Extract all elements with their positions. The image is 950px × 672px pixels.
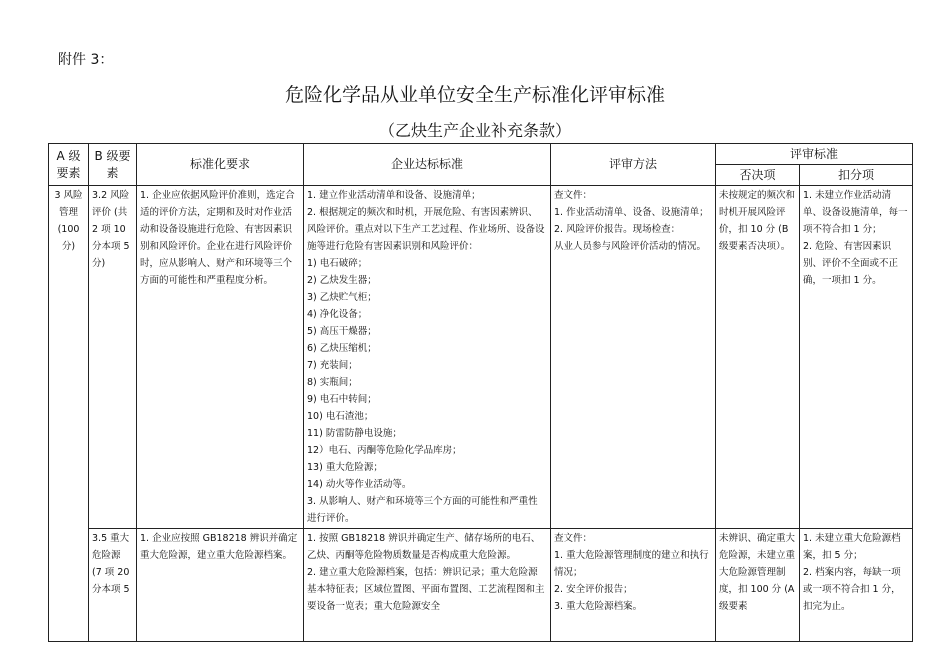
col-header-req: 标准化要求 xyxy=(137,144,304,186)
std-line: 2) 乙炔发生器； xyxy=(307,275,377,286)
header-row-1 xyxy=(49,144,913,165)
cell-deduct xyxy=(800,186,913,529)
col-header-review: 评审标准 xyxy=(716,144,913,165)
cell-veto: 未辨识、确定重大危险源，未建立重大危险源管理制度，扣 100 分 (A 级要素 xyxy=(716,529,800,642)
cell-std xyxy=(304,529,551,642)
std-line: 9) 电石中转间； xyxy=(307,394,377,405)
method-line: 从业人员参与风险评价活动的情况。 xyxy=(554,241,707,252)
evaluation-table xyxy=(48,143,913,642)
std-line: 8) 实瓶间； xyxy=(307,377,358,388)
method-line: 查文件： xyxy=(554,190,593,201)
deduct-line: 2. 危险、有害因素识别、评价不全面或不正确，一项扣 1 分。 xyxy=(803,241,899,286)
std-line: 4) 净化设备； xyxy=(307,309,368,320)
std-line: 1. 按照 GB18218 辨识并确定生产、储存场所的电石、乙炔、丙酮等危险物质数量是否构成重大危险源。 xyxy=(307,533,541,561)
std-line: 6) 乙炔压缩机； xyxy=(307,343,377,354)
std-line: 3) 乙炔贮气柜； xyxy=(307,292,377,303)
col-header-a: A 级要素 xyxy=(49,144,89,186)
method-line: 2. 安全评价报告； xyxy=(554,584,633,595)
cell-req: 1. 企业应依据风险评价准则，选定合适的评价方法，定期和及时对作业活动和设备设施进行危险、有害因素识别和风险评价。企业在进行风险评价时，应从影响人、财产和环境等三个方面的可能性和严重程度分析。 xyxy=(137,186,304,529)
cell-req: 1. 企业应按照 GB18218 辨识并确定重大危险源，建立重大危险源档案。 xyxy=(137,529,304,642)
col-header-std: 企业达标标准 xyxy=(304,144,551,186)
cell-method xyxy=(551,186,716,529)
std-line: 11) 防雷防静电设施； xyxy=(307,428,402,439)
deduct-line: 1. 未建立作业活动清单、设备设施清单，每一项不符合扣 1 分； xyxy=(803,190,908,235)
std-line: 14) 动火等作业活动等。 xyxy=(307,479,412,490)
cell-a: 3 风险管理 (100 分) xyxy=(49,186,89,642)
method-line: 2. 风险评价报告。现场检查： xyxy=(554,224,681,235)
std-line: 5) 高压干燥器； xyxy=(307,326,377,337)
method-line: 查文件： xyxy=(554,533,593,544)
table-row xyxy=(49,186,913,529)
table-row xyxy=(49,529,913,642)
cell-veto: 未按规定的频次和时机开展风险评价，扣 10 分 (B 级要素否决项）。 xyxy=(716,186,800,529)
cell-b: 3.5 重大危险源 (7 项 20 分本项 5 xyxy=(89,529,137,642)
col-header-veto: 否决项 xyxy=(716,165,800,186)
col-header-deduct: 扣分项 xyxy=(800,165,913,186)
std-line: 12）电石、丙酮等危险化学品库房； xyxy=(307,445,462,456)
deduct-line: 1. 未建立重大危险源档案，扣 5 分； xyxy=(803,533,901,561)
col-header-b: B 级要素 xyxy=(89,144,137,186)
cell-method xyxy=(551,529,716,642)
std-line: 2. 建立重大危险源档案，包括：辨识记录；重大危险源基本特征表；区域位置图、平面布置图、工艺流程图和主要设备一览表；重大危险源安全 xyxy=(307,567,545,612)
cell-b: 3.2 风险评价 (共 2 项 10 分本项 5 分) xyxy=(89,186,137,529)
deduct-line: 2. 档案内容，每缺一项或一项不符合扣 1 分，扣完为止。 xyxy=(803,567,901,612)
std-line: 7) 充装间； xyxy=(307,360,358,371)
std-line: 10) 电石渣池； xyxy=(307,411,374,422)
document-title: 危险化学品从业单位安全生产标准化评审标准 xyxy=(284,84,665,106)
method-line: 1. 重大危险源管理制度的建立和执行情况； xyxy=(554,550,709,578)
std-line: 1. 建立作业活动清单和设备、设施清单； xyxy=(307,190,481,201)
document-subtitle: （乙炔生产企业补充条款） xyxy=(378,121,571,140)
cell-deduct xyxy=(800,529,913,642)
method-line: 1. 作业活动清单、设备、设施清单； xyxy=(554,207,709,218)
std-line: 13) 重大危险源； xyxy=(307,462,383,473)
std-line: 2. 根据规定的频次和时机，开展危险、有害因素辨识、风险评价。重点对以下生产工艺过程、作业场所、设备设施等进行危险有害因素识别和风险评价： xyxy=(307,207,545,252)
std-line: 3. 从影响人、财产和环境等三个方面的可能性和严重性进行评价。 xyxy=(307,496,538,524)
method-line: 3. 重大危险源档案。 xyxy=(554,601,643,612)
attachment-label: 附件 3： xyxy=(58,52,114,68)
col-header-method: 评审方法 xyxy=(551,144,716,186)
std-line: 1) 电石破碎； xyxy=(307,258,368,269)
cell-std xyxy=(304,186,551,529)
